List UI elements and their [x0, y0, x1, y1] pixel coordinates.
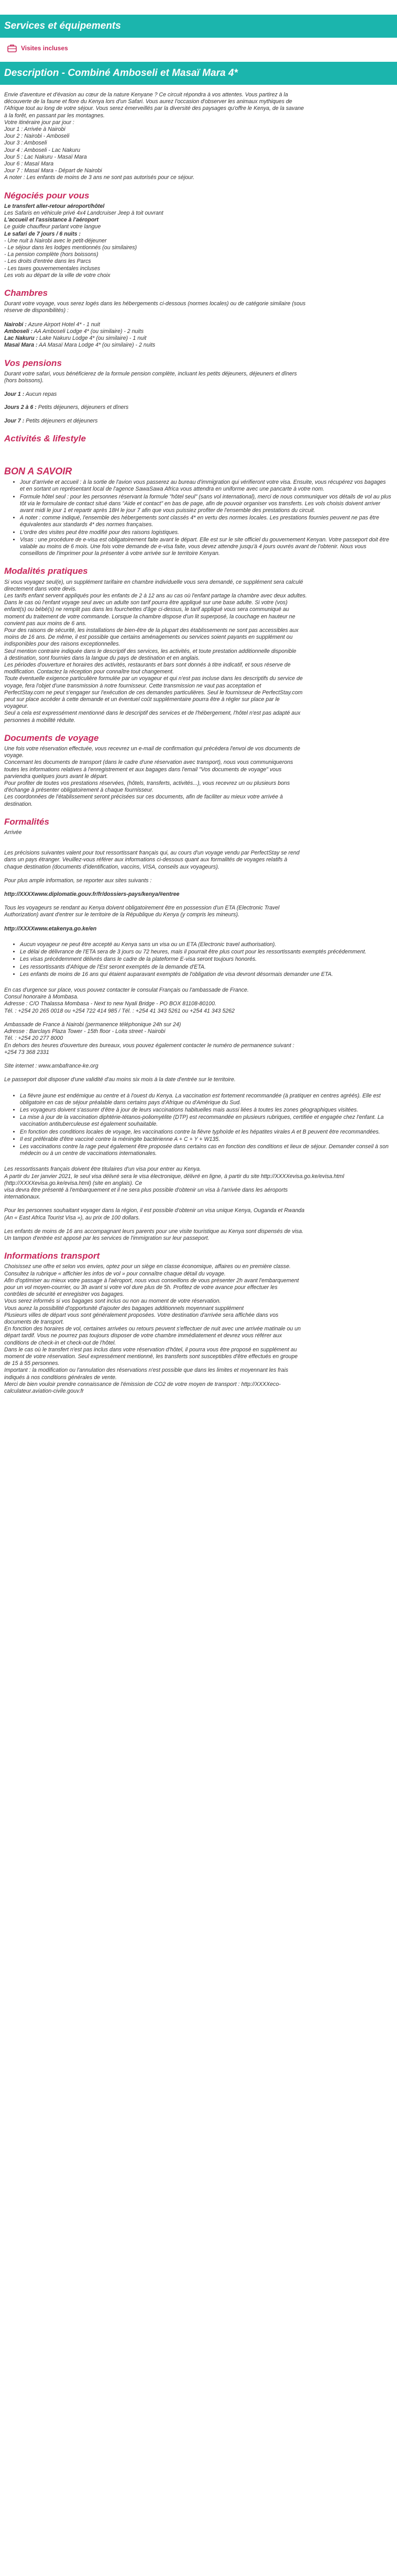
documents-line: voyage.: [4, 752, 24, 759]
formalites-line: Authorization) avant d'entrer sur le territoire de la République du Kenya (y compris les mineurs).: [4, 912, 239, 918]
transport-line: pour un vol moyen-courrier, ou 3h avant si votre vol dure plus de 5h. Profitez de votre avance pour effectuer les: [4, 1284, 278, 1291]
transport-line: de 15 à 55 personnes.: [4, 1360, 60, 1367]
chambre-item-label: Lac Nakuru :: [4, 335, 38, 342]
bon-title: BON A SAVOIR: [4, 465, 72, 476]
chambre-item-label: Masaï Mara :: [4, 342, 38, 349]
vaccination-item: • La mise à jour de la vaccination diphtérie-tétanos-poliomyélite (DTP) est recommandée en plusieurs rubriques, certifiée et engagée chez l'enfant. La vaccination antituberculeuse est également souhaitable.: [20, 1114, 392, 1128]
transport-line: indiqués à nos conditions générales de vente.: [4, 1374, 117, 1381]
visa-line: Les ressortissants français doivent être titulaires d'un visa pour entrer au Kenya.: [4, 1166, 201, 1173]
vaccination-item: • Les voyageurs doivent s'assurer d'être à jour de leurs vaccinations habituelles mais aussi liées à toutes les zones géographiques visitées.: [20, 1107, 392, 1114]
pensions-line: Durant votre safari, vous bénéficierez de la formule pension complète, incluant les petits déjeuners, déjeuners et dîners: [4, 370, 297, 377]
formalites-text8: [4, 1228, 392, 1242]
formalites-line: chaque destination (documents d'identification, vaccins, VISA, conseils aux voyageurs).: [4, 863, 219, 870]
visa-line: Un tampon d'entrée est apposé par les services de l'immigration sur leur passeport.: [4, 1235, 209, 1241]
transport-line: Important : la modification ou l'annulation des réservations n'est possible que dans les limites et moyennant les frais: [4, 1367, 289, 1374]
modalites-line: moment du traitement de votre commande. Lorsque la chambre dispose d'un lit superposé, la couchage en hauteur ne: [4, 613, 295, 620]
negocies-item-text: Les Safaris en véhicule privé 4x4 Landcruiser Jeep à toit ouvrant: [4, 210, 163, 217]
chambres-title: Chambres: [4, 288, 48, 298]
pension-item-text: Aucun repas: [24, 391, 57, 398]
negocies-item: [4, 217, 392, 224]
bon-item: • L'ordre des visites peut être modifié pour des raisons logistiques.: [20, 529, 392, 536]
transport-line: Dans le cas où le transfert n'est pas inclus dans votre réservation d'hôtel, il pourra vous être proposé en supplément au: [4, 1346, 297, 1353]
formalites-text5: Le passeport doit disposer d'une validité d'au moins six mois à la date d'entrée sur le territoire.: [4, 1076, 236, 1083]
intro-line: Votre itinéraire jour par jour :: [4, 119, 74, 126]
modalites-line: Si vous voyagez seul(e), un supplément tarifaire en chambre individuelle vous sera demandé, ce supplément sera calculé: [4, 579, 303, 585]
formalites-text4: [4, 987, 392, 1070]
contact-line: Adresse : C/O Thalassa Mombasa - Next to new Nyali Bridge - PO BOX 81108-80100.: [4, 1001, 216, 1007]
transport-line: calculateur.aviation-civile.gouv.fr: [4, 1388, 84, 1395]
pensions-title: Vos pensions: [4, 358, 62, 368]
eta-item: • Le délai de délivrance de l'ETA sera de 3 jours ou 72 heures, mais il pourrait être plus court pour les ressortissants exemptés précédemment.: [20, 949, 392, 956]
formalites-text6: [4, 1166, 392, 1201]
negocies-item-text: Le guide chauffeur parlant votre langue: [4, 224, 101, 230]
formalites-line: Tous les voyageurs se rendant au Kenya doivent obligatoirement être en possession d'un ETA (Electronic Travel: [4, 905, 280, 912]
contact-line: En dehors des heures d'ouverture des bureaux, vous pouvez également contacter le numéro de permanence suivant :: [4, 1042, 294, 1049]
modalites-line: voyageur.: [4, 703, 29, 710]
vaccination-list: [4, 1093, 392, 1158]
transport-title: Informations transport: [4, 1251, 100, 1261]
chambre-item-text: AA Masaï Mara Lodge 4* (ou similaire) - 2 nuits: [37, 342, 156, 349]
activites-title: Activités & lifestyle: [4, 433, 86, 443]
diplomatie-link[interactable]: http://XXXXwww.diplomatie.gouv.fr/fr/dossiers-pays/kenya/#entree: [4, 891, 180, 898]
intro-line: Jour 3 : Amboseli: [4, 140, 47, 147]
transport-line: Afin d'optimiser au mieux votre passage à l'aéroport, nous vous conseillons de vous présenter 2h avant l'embarquement: [4, 1277, 299, 1284]
intro-line: à la forêt, en passant par les montagnes.: [4, 112, 105, 119]
eta-item: • Les ressortissants d'Afrique de l'Est seront exemptés de la demande d'ETA.: [20, 964, 392, 971]
transport-line: conditions de check-in et check-out de l'hôtel.: [4, 1339, 116, 1346]
modalites-line: modification. Contactez la réception pour connaître tout changement.: [4, 669, 174, 675]
formalites-line: dans un pays étranger. Veuillez-vous référer aux informations ci-dessous quant aux formalités de voyages relatifs à: [4, 857, 288, 863]
bon-item: • A noter : comme indiqué, l'ensemble des hébergements sont classés 4* en vertu des normes locales. Les prestations fournies peuvent ne pas être équivalentes aux standards 4* des normes françaises.: [20, 515, 392, 528]
negocies-title: Négociés pour vous: [4, 190, 90, 201]
documents-text: [4, 746, 392, 808]
chambre-item: [4, 328, 392, 335]
modalites-line: enfant(s) ou bébé(s) ne remplit pas dans les fourchettes d'âge ci-dessus, le tarif appliqué vous sera communiqué au: [4, 606, 289, 613]
negocies-item: [4, 238, 392, 245]
eta-item: • Aucun voyageur ne peut être accepté au Kenya sans un visa ou un ETA (Electronic travel authorisation).: [20, 941, 392, 948]
negocies-item-label: L'accueil et l'assistance à l'aéroport: [4, 217, 99, 224]
modalites-line: Les tarifs enfant servent appliqués pour les enfants de 2 à 12 ans au cas où l'enfant partage la chambre avec deux adultes.: [4, 592, 307, 599]
pension-item-label: Jour 7 :: [4, 417, 25, 424]
chambre-item-label: Amboseli :: [4, 328, 33, 335]
modalites-line: Pour des raisons de sécurité, les installations de bien-être de la plupart des établissements ne sont pas accessibles aux: [4, 627, 299, 634]
negocies-list: [4, 203, 392, 279]
intro-line: Jour 2 : Nairobi - Amboseli: [4, 133, 70, 140]
pension-item: [4, 404, 392, 411]
chambre-item: [4, 321, 392, 328]
negocies-item-label: Le safari de 7 jours / 6 nuits :: [4, 230, 81, 237]
visa-line: A partir du 1er janvier 2021, le seul visa délivré sera le visa électronique, délivré en ligne, à partir du site http://XXXXevisa.go.ke/evisa.html (http://XXXXevisa.go.ke/evisa.html) (site en anglais). Ce: [4, 1173, 345, 1186]
modalites-line: Les périodes d'ouverture et horaires des activités, restaurants et bars sont donnés à titre indicatif, et sous réserve de: [4, 662, 291, 668]
pensions-list: [4, 391, 392, 425]
bon-list: [4, 479, 392, 557]
transport-line: Plusieurs villes de départ vous sont généralement proposées. Votre destination d'arrivée sera affichée dans vos: [4, 1312, 279, 1318]
contact-line: [4, 1056, 392, 1063]
pension-item-text: Petits déjeuners, déjeuners et dîners: [36, 404, 129, 411]
negocies-item-text: - Une nuit à Nairobi avec le petit-déjeuner: [4, 237, 107, 244]
transport-line: moment de votre réservation. Seul expressément mentionné, les transferts sont susceptibles d'être effectués en groupe: [4, 1353, 298, 1360]
contact-line: Tél. : +254 20 265 0018 ou +254 722 414 985 / Tél. : +254 41 343 5261 ou +254 41 343 5262: [4, 1007, 235, 1014]
chambres-text: [4, 301, 392, 314]
description-title: Description - Combiné Amboseli et Masaï Mara 4*: [4, 68, 238, 79]
modalites-line: directement dans votre devis.: [4, 585, 77, 592]
documents-line: destination.: [4, 801, 33, 807]
transport-line: Consultez la rubrique « affichier les infos de vol » pour connaître chaque détail du voyage.: [4, 1270, 226, 1277]
negocies-item: [4, 231, 392, 238]
eta-item: • Les visas précédemment délivrés dans le cadre de la plateforme E-visa seront toujours honorés.: [20, 956, 392, 963]
luggage-icon: [7, 44, 17, 52]
negocies-item: [4, 272, 392, 279]
services-header: [0, 15, 397, 38]
contact-line: Consul honoraire à Mombasa.: [4, 994, 79, 1001]
modalites-line: indisponibles pour des raisons exceptionnelles.: [4, 641, 120, 648]
pension-item-label: Jours 2 à 6 :: [4, 404, 37, 411]
documents-line: toutes les informations relatives à l'enregistrement et aux bagages dans l'email "Vos documents de voyage" vous: [4, 766, 282, 773]
modalites-text: [4, 579, 392, 724]
negocies-item: [4, 203, 392, 210]
negocies-item: [4, 210, 392, 217]
visites-row[interactable]: [0, 38, 397, 59]
negocies-item: [4, 251, 392, 258]
chambre-item: [4, 335, 392, 342]
negocies-item: [4, 245, 392, 251]
transport-line: Choisissez une offre et selon vos envies, optez pour un siège en classe économique, affaires ou en première classe.: [4, 1263, 291, 1270]
contact-line: Ambassade de France à Nairobi (permanence téléphonique 24h sur 24): [4, 1021, 181, 1028]
transport-line: Vous aurez la possibilité d'opportunité d'ajouter des bagages additionnels moyennant supplément: [4, 1305, 244, 1312]
documents-title: Documents de voyage: [4, 732, 99, 743]
transport-line: contrôles de sécurité et enregistrer vos bagages.: [4, 1291, 125, 1298]
modalites-line: peut sur place accéder à cette demande et un éventuel coût supplémentaire pourra être à régler sur place par le: [4, 696, 280, 703]
intro-line: l'Afrique tout au long de votre séjour. Vous serez émerveillés par la diversité des paysages qu'offre le Kenya, de la savane: [4, 105, 304, 112]
description-header: [0, 62, 397, 85]
negocies-item-text: - Les taxes gouvernementales incluses: [4, 265, 101, 272]
intro-line: Jour 4 : Amboseli - Lac Nakuru: [4, 147, 81, 153]
negocies-item: [4, 224, 392, 230]
transport-line: Vous serez informés si vos bagages sont inclus ou non au moment de votre réservation.: [4, 1298, 221, 1305]
transport-line: En fonction des horaires de vol, certaines arrivées ou retours peuvent s'effectuer de nuit avec une arrivée matinale ou un: [4, 1326, 301, 1333]
contact-line: +254 73 368 2331: [4, 1049, 49, 1056]
documents-line: Concernant les documents de transport (dans le cadre d'une réservation avec transport), nous vous communiquerons: [4, 759, 293, 766]
bon-item: • Formule hôtel seul : pour les personnes réservant la formule "hôtel seul" (sans vol international), merci de nous communiquer vos détails de vol au plus tôt via le formulaire de contact situé dans "Aide et contact" en bas de page, afin de pouvoir organiser vos transferts. Les vols choisis doivent arriver avant midi le jour 1 et repartir après 18H le jour 7 afin que vous puissiez profiter de l'ensemble des prestations du circuit.: [20, 494, 392, 515]
intro-line: Jour 7 : Masaï Mara - Départ de Nairobi: [4, 168, 102, 174]
visa-line: Les enfants de moins de 16 ans accompagnant leurs parents pour une visite touristique au Kenya sont dispensés de visa.: [4, 1228, 304, 1235]
chambres-line: Durant votre voyage, vous serez logés dans les hébergements ci-dessous (normes locales) ou de catégorie similaire (sous: [4, 301, 306, 307]
modalites-line: Toute éventuelle exigence particulière formulée par un voyageur et qui n'est pas incluse dans les descriptifs du service de: [4, 675, 303, 682]
intro-line: Envie d'aventure et d'évasion au cœur de la nature Kenyane ? Ce circuit répondra à vos attentes. Vous partirez à la: [4, 92, 288, 98]
visites-label: Visites incluses: [21, 45, 68, 52]
modalites-line: personnes à mobilité réduite.: [4, 717, 76, 724]
eta-item: • Les enfants de moins de 16 ans qui étaient auparavant exemptés de l'obligation de visa devront désormais demander une ETA.: [20, 971, 392, 978]
documents-line: Une fois votre réservation effectuée, vous recevrez un e-mail de confirmation qui précédera l'envoi de vos documents de: [4, 746, 300, 752]
documents-line: d'échange à présenter obligatoirement à chaque fournisseur.: [4, 787, 153, 794]
vaccination-item: • En fonction des conditions locales de voyage, les vaccinations contre la fièvre typhoïde et les hépatites virales A et B peuvent être recommandées.: [20, 1129, 392, 1136]
negocies-item-label: Le transfert aller-retour aéroport/hôtel: [4, 203, 105, 209]
negocies-item-text: - Le séjour dans les lodges mentionnés (ou similaires): [4, 245, 137, 251]
intro-line: découverte de la faune et flore du Kenya lors d'un Safari. Vous aurez l'occasion d'observer les animaux mythiques de: [4, 98, 292, 105]
pension-item-text: Petits déjeuners et déjeuners: [24, 417, 98, 424]
modalites-line: PerfectStay.com ne peut s'engager sur l'exécution de ces demandes particulières. Seul le fournisseur de PerfectStay.com: [4, 689, 303, 696]
documents-line: Pour profiter de toutes vos prestations réservées, (hôtels, transferts, activités...), vous recevrez un ou plusieurs bons: [4, 780, 290, 787]
formalites-text3: [4, 905, 392, 918]
eta-list: [4, 941, 392, 978]
negocies-item-text: - La pension complète (hors boissons): [4, 251, 98, 258]
transport-line: documents de transport.: [4, 1319, 64, 1326]
visa-line: (An « East Africa Tourist Visa »), au prix de 100 dollars.: [4, 1214, 140, 1221]
modalites-line: Dans le cas où l'enfant voyage seul avec un adulte son tarif pourra être appliqué sur une base adulte. Si votre (vos): [4, 599, 288, 606]
modalites-line: Seul a cela est expressément mentionné dans le descriptif des services et de l'hébergement, l'hôtel n'est pas adapté aux: [4, 710, 301, 717]
contact-line: Adresse : Barclays Plaza Tower - 15th floor - Loita street - Nairobi: [4, 1028, 166, 1035]
contact-line: Tél. : +254 20 277 8000: [4, 1035, 63, 1042]
vaccination-item: • Les vaccinations contre la rage peut également être proposée dans certains cas en fonction des conditions et lieux de séjour. Demander conseil à son médecin ou à un centre de vaccinations internationales.: [20, 1143, 392, 1157]
documents-line: Les coordonnées de l'établissement seront précisées sur ces documents, afin de faciliter au mieux votre arrivée à: [4, 794, 283, 801]
vaccination-item: • Il est préférable d'être vacciné contre la méningite bactérienne A + C + Y + W135.: [20, 1136, 392, 1143]
intro-line: Jour 5 : Lac Nakuru - Masaï Mara: [4, 153, 87, 160]
pension-item: [4, 418, 392, 425]
modalites-line: moins de 16 ans. De même, il est possible que certains aménagements ou services soient payants en supplément ou: [4, 634, 293, 641]
documents-line: parviendra quelques jours avant le départ.: [4, 773, 108, 780]
chambre-item: [4, 342, 392, 349]
transport-line: départ tardif. Vous ne pourrez pas toujours disposer de votre chambre immédiatement et devrez vous référer aux: [4, 1333, 282, 1339]
pensions-text: [4, 371, 392, 391]
negocies-item-text: - Les droits d'entrée dans les Parcs: [4, 258, 91, 265]
chambres-list: [4, 321, 392, 349]
formalites-text2: Pour plus ample information, se reporter aux sites suivants :: [4, 877, 152, 884]
modalites-line: voyage, fera l'objet d'une transmission à notre fournisseur. Cette transmission ne vaut pas acceptation et: [4, 682, 261, 689]
bon-item: • Visas : une procédure de e-visa est obligatoirement faite avant le départ. Elle est sur le site officiel du gouvernement Kenyan. Votre passeport doit être valable au moins de 6 mois. Une fois votre demande de e-visa faite, vous devez attendre jusqu'à 4 jours ouvrés avant de l'obtenir. Nous vous conseillons de l'imprimer pour la présenter à votre arrivée sur le territoire Kenyan.: [20, 537, 392, 558]
formalites-text7: [4, 1207, 392, 1221]
intro-line: Jour 1 : Arrivée à Nairobi: [4, 126, 65, 133]
contact-line: En cas d'urgence sur place, vous pouvez contacter le consulat Français ou l'ambassade de France.: [4, 986, 249, 993]
visa-line: visa devra être présenté à l'embarquement et il ne sera plus possible d'obtenir un visa à l'arrivée dans les aéroports: [4, 1186, 288, 1193]
pension-item-label: Jour 1 :: [4, 391, 25, 398]
intro-line: A noter : Les enfants de moins de 3 ans ne sont pas autorisés pour ce séjour.: [4, 174, 195, 181]
bon-item: • Jour d'arrivée et accueil : à la sortie de l'avion vous passerez au bureau d'immigration qui vérifieront votre visa. Ensuite, vous récupérez vos bagages et en sortant un représentant local de l'agence SawaSawa Africa vous attendra en uniforme avec une pancarte à votre nom.: [20, 479, 392, 493]
visa-line: Pour les personnes souhaitant voyager dans la région, il est possible d'obtenir un visa unique Kenya, Ouganda et Rwanda: [4, 1207, 305, 1214]
modalites-line: Seul mention contraire indiquée dans le descriptif des services, les activités, et toute prestation additionnelle disponible: [4, 648, 296, 654]
formalites-arrivee: Arrivée: [4, 829, 22, 836]
visa-line: internationaux.: [4, 1194, 41, 1201]
modalites-title: Modalités pratiques: [4, 566, 88, 576]
formalites-title: Formalités: [4, 816, 49, 827]
chambres-line: réserve de disponibilités) :: [4, 307, 69, 314]
contact-line: Site internet : www.ambafrance-ke.org: [4, 1063, 98, 1070]
chambre-item-label: Nairobi :: [4, 321, 27, 328]
chambre-item-text: Azure Airport Hotel 4* - 1 nuit: [26, 321, 100, 328]
pensions-line: (hors boissons).: [4, 377, 44, 384]
transport-text: [4, 1263, 392, 1395]
etakenya-link[interactable]: http://XXXXwww.etakenya.go.ke/en: [4, 925, 97, 932]
negocies-item: [4, 258, 392, 265]
modalites-line: convient pas aux moins de 6 ans.: [4, 620, 87, 627]
formalites-text1: [4, 850, 392, 871]
chambre-item-text: Lake Nakuru Lodge 4* (ou similaire) - 1 nuit: [38, 335, 147, 342]
pension-item: [4, 391, 392, 398]
services-title: Services et équipements: [4, 20, 121, 31]
formalites-line: Les précisions suivantes valent pour tout ressortissant français qui, au cours d'un voyage vendu par PerfectStay se rend: [4, 850, 300, 857]
chambre-item-text: AA Amboseli Lodge 4* (ou similaire) - 2 nuits: [32, 328, 144, 335]
vaccination-item: • La fièvre jaune est endémique au centre et à l'ouest du Kenya. La vaccination est fortement recommandée (à pratiquer en centres agréés). Elle est obligatoire en cas de séjour préalable dans certains pays d'Afrique ou d'Amérique du Sud.: [20, 1093, 392, 1106]
contact-line: [4, 1015, 392, 1021]
negocies-item: [4, 265, 392, 272]
intro: [4, 92, 392, 182]
main-content: [0, 85, 397, 1402]
modalites-line: à destination, sont fournies dans la langue du pays de destination et en anglais.: [4, 654, 200, 661]
negocies-item-text: Les vols au départ de la ville de votre choix: [4, 272, 111, 279]
intro-line: Jour 6 : Masaï Mara: [4, 161, 54, 168]
transport-line: Merci de bien vouloir prendre connaissance de l'émission de CO2 de votre moyen de transport : http://XXXXeco-: [4, 1381, 281, 1387]
